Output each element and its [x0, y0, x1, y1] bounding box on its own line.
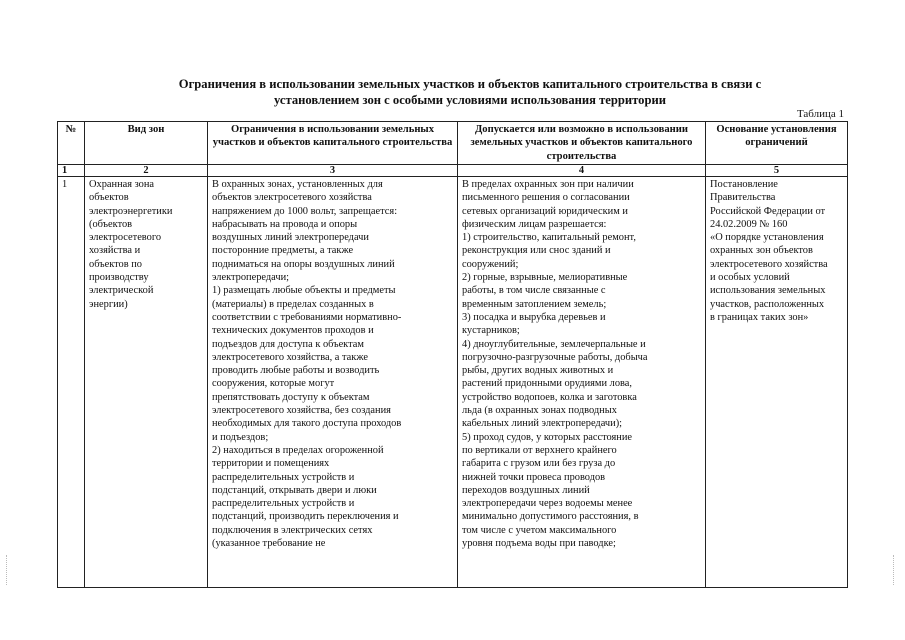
column-number: 3	[208, 165, 458, 177]
cell-text-line: реконструкция или снос зданий и	[462, 245, 611, 257]
cell-text-line: льда (в охранных зонах подводных	[462, 405, 617, 417]
column-number: 1	[58, 165, 85, 177]
cell-text-line: габарита с грузом или без груза до	[462, 458, 616, 470]
title-line: установлением зон с особыми условиями использования территории	[274, 93, 666, 107]
cell-text-line: 2) находиться в пределах огороженной	[212, 444, 384, 456]
cell-text-line: электросетевого хозяйства, а также	[212, 351, 368, 363]
cell-text-line: устройство водопоев, колка и заготовка	[462, 391, 637, 403]
cell-text-line: переходов воздушных линий	[462, 484, 590, 496]
cell-text-line: проводить любые работы и возводить	[212, 365, 380, 377]
cell-text-line: подъездов для доступа к объектам	[212, 338, 364, 350]
cell-text-line: электроэнергетики	[89, 205, 173, 217]
cell-text-line: использования земельных	[710, 285, 826, 297]
cell-text-line: подстанций, производить переключения и	[212, 511, 399, 523]
cell-text-line: электропередачи;	[212, 272, 290, 284]
cell-text-line: растений придонными орудиями лова,	[462, 378, 632, 390]
cell-text-line: (указанное требование не	[212, 538, 326, 550]
cell-text-line: Постановление	[710, 179, 778, 190]
cell-text-line: производству	[89, 272, 149, 284]
restrictions-table	[57, 121, 848, 588]
table-header-row	[58, 122, 848, 165]
restrictions-cell	[208, 177, 458, 588]
cell-text-line: письменного решения о согласовании	[462, 192, 630, 204]
cell-text-line: Российской Федерации от	[710, 205, 826, 217]
cell-text-line: объектов по	[89, 258, 142, 270]
cell-text-line: распределительных устройств и	[212, 471, 355, 483]
cell-text-line: участков, расположенных	[710, 298, 825, 310]
cell-text-line: электрической	[89, 285, 154, 297]
cell-text-line: охранных зон объектов	[710, 245, 813, 257]
title-line: Ограничения в использовании земельных участков и объектов капитального строительства в связи с	[178, 77, 762, 91]
allowed-cell	[458, 177, 706, 588]
row-number: 1	[58, 177, 85, 588]
cell-text-line: временным затоплением земель;	[462, 298, 607, 310]
cell-text-line: объектов электросетевого хозяйства	[212, 192, 372, 204]
cell-text-line: объектов	[89, 192, 129, 204]
cell-text-line: и особых условий	[710, 272, 790, 284]
cell-text-line: в границах таких зон»	[710, 311, 809, 323]
table-label: Таблица 1	[796, 108, 844, 120]
cell-text-line: препятствовать доступу к объектам	[212, 391, 370, 403]
cell-text-line: (материалы) в пределах созданных в	[212, 298, 374, 310]
cell-text-line: хозяйства и	[89, 245, 141, 257]
scan-edge-mark	[893, 555, 898, 585]
header-allowed: Допускается или возможно в использовании земельных участков и объектов капитального строительства	[458, 122, 706, 165]
cell-text-line: сетевых организаций юридическим и	[462, 205, 628, 217]
cell-text-line: подстанций, открывать двери и люки	[212, 484, 377, 496]
column-number: 2	[85, 165, 208, 177]
cell-text-line: погрузочно-разгрузочные работы, добыча	[462, 351, 648, 363]
cell-text-line: кабельных линий электропередачи);	[462, 418, 623, 430]
document-title	[70, 76, 870, 108]
cell-text-line: сооружения, которые могут	[212, 378, 335, 390]
cell-text-line: необходимых для такого доступа проходов	[212, 418, 402, 430]
cell-text-line: распределительных устройств и	[212, 498, 355, 510]
cell-text-line: 3) посадка и вырубка деревьев и	[462, 311, 606, 323]
cell-text-line: электропередачи через водоемы менее	[462, 498, 633, 510]
cell-text-line: 4) дноуглубительные, землечерпальные и	[462, 338, 646, 350]
cell-text-line: технических документов проходов и	[212, 325, 374, 337]
cell-text-line: 2) горные, взрывные, мелиоративные	[462, 272, 628, 284]
cell-text-line: В пределах охранных зон при наличии	[462, 179, 634, 190]
cell-text-line: электросетевого хозяйства	[710, 258, 828, 270]
zone-type-cell	[85, 177, 208, 588]
cell-text-line: Правительства	[710, 192, 776, 204]
cell-text-line: нижней точки провеса проводов	[462, 471, 606, 483]
header-basis: Основание установления ограничений	[706, 122, 848, 165]
cell-text-line: минимально допустимого расстояния, в	[462, 511, 639, 523]
table-row	[58, 177, 848, 588]
cell-text-line: 1) размещать любые объекты и предметы	[212, 285, 396, 297]
cell-text-line: физическим лицам разрешается:	[462, 218, 607, 230]
cell-text-line: территории и помещениях	[212, 458, 330, 470]
cell-text-line: Охранная зона	[89, 179, 155, 190]
header-zone-type: Вид зон	[85, 122, 208, 165]
cell-text-line: электросетевого хозяйства, без создания	[212, 405, 391, 417]
cell-text-line: (объектов	[89, 218, 133, 230]
cell-text-line: том числе с учетом максимального	[462, 524, 617, 536]
header-restrictions: Ограничения в использовании земельных участков и объектов капитального строительства	[208, 122, 458, 165]
cell-text-line: В охранных зонах, установленных для	[212, 179, 383, 190]
header-number: №	[58, 122, 85, 165]
basis-cell	[706, 177, 848, 588]
column-number: 5	[706, 165, 848, 177]
cell-text-line: набрасывать на провода и опоры	[212, 218, 358, 230]
scan-edge-mark	[6, 555, 11, 585]
cell-text-line: «О порядке установления	[710, 232, 824, 244]
cell-text-line: сооружений;	[462, 258, 519, 270]
column-number: 4	[458, 165, 706, 177]
column-number-row	[58, 165, 848, 177]
cell-text-line: 1) строительство, капитальный ремонт,	[462, 232, 636, 244]
cell-text-line: подниматься на опоры воздушных линий	[212, 258, 395, 270]
cell-text-line: и подъездов;	[212, 431, 269, 443]
cell-text-line: подключения в электрических сетях	[212, 524, 373, 536]
cell-text-line: электросетевого	[89, 232, 162, 244]
cell-text-line: напряжением до 1000 вольт, запрещается:	[212, 205, 398, 217]
cell-text-line: 5) проход судов, у которых расстояние	[462, 431, 633, 443]
cell-text-line: работы, в том числе связанные с	[462, 285, 606, 297]
cell-text-line: энергии)	[89, 298, 128, 310]
cell-text-line: рыбы, других водных животных и	[462, 365, 614, 377]
cell-text-line: соответствии с требованиями нормативно-	[212, 311, 402, 323]
cell-text-line: по вертикали от верхнего крайнего	[462, 444, 617, 456]
cell-text-line: 24.02.2009 № 160	[710, 218, 788, 230]
cell-text-line: кустарников;	[462, 325, 520, 337]
cell-text-line: воздушных линий электропередачи	[212, 232, 369, 244]
cell-text-line: уровня подъема воды при паводке;	[462, 538, 616, 550]
cell-text-line: посторонние предметы, а также	[212, 245, 354, 257]
